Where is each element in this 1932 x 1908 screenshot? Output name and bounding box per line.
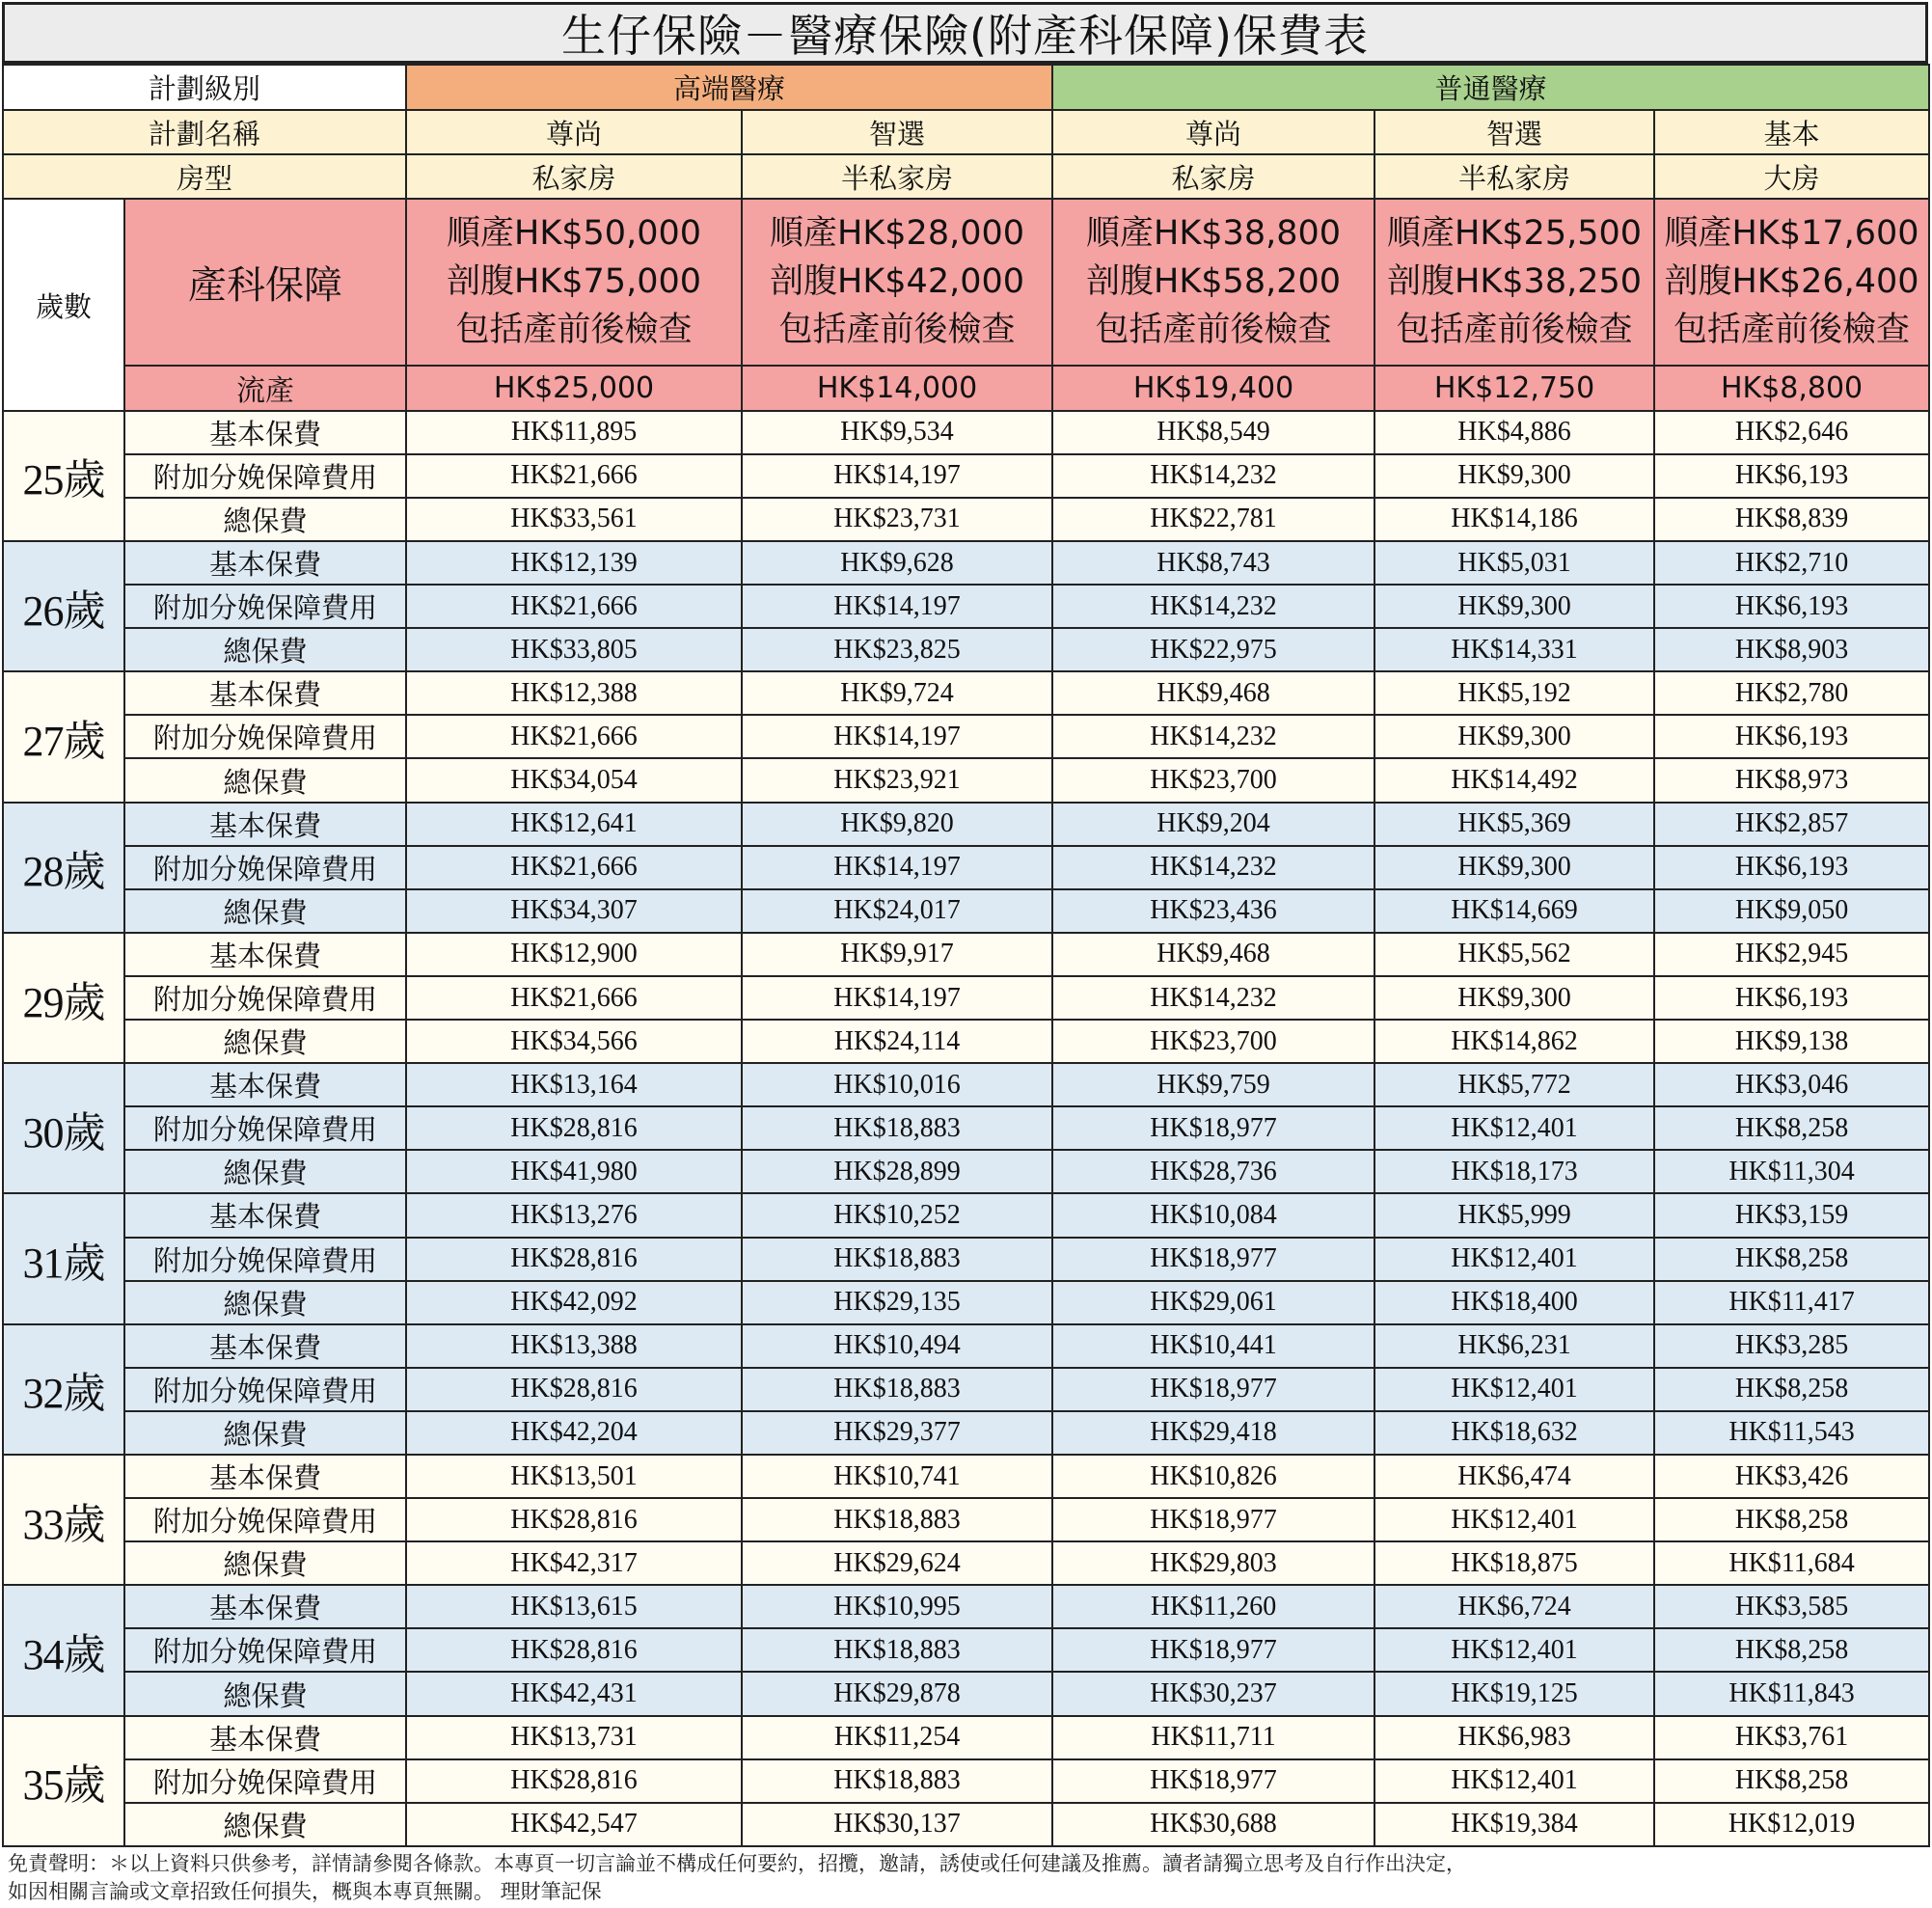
premium-value: HK$21,666 <box>406 976 742 1020</box>
age-header: 歲數 <box>3 199 124 410</box>
premium-value: HK$5,562 <box>1374 933 1654 976</box>
row-label: 基本保費 <box>124 671 406 715</box>
premium-value: HK$5,772 <box>1374 1063 1654 1106</box>
premium-value: HK$18,875 <box>1374 1541 1654 1585</box>
premium-value: HK$18,883 <box>742 1628 1052 1672</box>
disclaimer-line: 免責聲明：＊以上資料只供參考，詳情請參閱各條款。本專頁一切言論並不構成任何要約，招攬，邀請，誘使或任何建議及推薦。讀者請獨立思考及自行作出決定， <box>8 1852 1466 1875</box>
premium-value: HK$18,977 <box>1052 1628 1374 1672</box>
premium-value: HK$9,534 <box>742 411 1052 454</box>
premium-value: HK$6,193 <box>1654 976 1929 1020</box>
c-section-limit: 剖腹HK$58,200 <box>1086 262 1342 302</box>
c-section-limit: 剖腹HK$26,400 <box>1664 262 1919 302</box>
row-label: 總保費 <box>124 1411 406 1455</box>
premium-row <box>3 454 1929 498</box>
normal-delivery-limit: 順產HK$28,000 <box>770 214 1025 254</box>
premium-row <box>3 933 1929 976</box>
premium-value: HK$9,138 <box>1654 1020 1929 1063</box>
premium-value: HK$22,781 <box>1052 498 1374 541</box>
premium-value: HK$9,300 <box>1374 846 1654 889</box>
premium-value: HK$2,646 <box>1654 411 1929 454</box>
age-cell: 30歲 <box>3 1063 124 1193</box>
premium-value: HK$13,164 <box>406 1063 742 1106</box>
row-label: 總保費 <box>124 1150 406 1193</box>
premium-value: HK$5,999 <box>1374 1193 1654 1237</box>
premium-value: HK$11,543 <box>1654 1411 1929 1455</box>
premium-value: HK$14,197 <box>742 585 1052 628</box>
plan-name: 尊尚 <box>406 110 742 154</box>
row-label: 基本保費 <box>124 1193 406 1237</box>
premium-value: HK$2,710 <box>1654 541 1929 585</box>
premium-value: HK$9,628 <box>742 541 1052 585</box>
premium-value: HK$28,816 <box>406 1498 742 1541</box>
normal-delivery-limit: 順產HK$17,600 <box>1664 214 1919 254</box>
plan-name: 尊尚 <box>1052 110 1374 154</box>
maternity-cell <box>406 199 742 365</box>
premium-value: HK$9,468 <box>1052 933 1374 976</box>
premium-value: HK$2,945 <box>1654 933 1929 976</box>
premium-value: HK$21,666 <box>406 715 742 758</box>
age-cell: 33歲 <box>3 1455 124 1585</box>
premium-value: HK$10,084 <box>1052 1193 1374 1237</box>
premium-value: HK$29,377 <box>742 1411 1052 1455</box>
plan-name-label: 計劃名稱 <box>3 110 406 154</box>
maternity-cell <box>742 199 1052 365</box>
premium-value: HK$23,700 <box>1052 1020 1374 1063</box>
premium-value: HK$11,843 <box>1654 1672 1929 1715</box>
premium-value: HK$18,173 <box>1374 1150 1654 1193</box>
age-cell: 34歲 <box>3 1585 124 1715</box>
maternity-cell <box>1654 199 1929 365</box>
premium-value: HK$12,019 <box>1654 1803 1929 1846</box>
page-title: 生仔保險－醫療保險(附產科保障)保費表 <box>2 2 1928 64</box>
premium-row <box>3 1368 1929 1411</box>
premium-value: HK$10,741 <box>742 1455 1052 1498</box>
premium-row <box>3 498 1929 541</box>
premium-value: HK$18,632 <box>1374 1411 1654 1455</box>
premium-value: HK$34,566 <box>406 1020 742 1063</box>
premium-value: HK$18,883 <box>742 1759 1052 1803</box>
premium-row <box>3 976 1929 1020</box>
maternity-cell <box>1374 199 1654 365</box>
row-label: 附加分娩保障費用 <box>124 1238 406 1281</box>
row-label: 附加分娩保障費用 <box>124 1759 406 1803</box>
premium-value: HK$3,585 <box>1654 1585 1929 1628</box>
row-label: 附加分娩保障費用 <box>124 846 406 889</box>
row-label: 附加分娩保障費用 <box>124 976 406 1020</box>
premium-value: HK$42,431 <box>406 1672 742 1715</box>
premium-value: HK$8,258 <box>1654 1759 1929 1803</box>
premium-row <box>3 1498 1929 1541</box>
premium-value: HK$21,666 <box>406 585 742 628</box>
premium-value: HK$6,193 <box>1654 454 1929 498</box>
row-label: 基本保費 <box>124 1324 406 1368</box>
premium-row <box>3 1803 1929 1846</box>
premium-value: HK$11,304 <box>1654 1150 1929 1193</box>
premium-value: HK$11,417 <box>1654 1281 1929 1324</box>
premium-row <box>3 1541 1929 1585</box>
plan-level-label: 計劃級別 <box>3 65 406 110</box>
premium-row <box>3 1020 1929 1063</box>
premium-value: HK$34,307 <box>406 889 742 933</box>
premium-value: HK$28,816 <box>406 1368 742 1411</box>
premium-value: HK$22,975 <box>1052 628 1374 671</box>
premium-row <box>3 1063 1929 1106</box>
disclaimer-line: 如因相關言論或文章招致任何損失，概與本專頁無關。 理財筆記保 <box>8 1880 602 1903</box>
premium-value: HK$12,401 <box>1374 1759 1654 1803</box>
premium-row <box>3 1716 1929 1759</box>
premium-value: HK$9,300 <box>1374 585 1654 628</box>
plan-name: 基本 <box>1654 110 1929 154</box>
age-cell: 35歲 <box>3 1716 124 1846</box>
c-section-limit: 剖腹HK$75,000 <box>447 262 702 302</box>
premium-value: HK$10,016 <box>742 1063 1052 1106</box>
premium-row <box>3 889 1929 933</box>
premium-value: HK$8,258 <box>1654 1628 1929 1672</box>
premium-value: HK$13,615 <box>406 1585 742 1628</box>
premium-row <box>3 758 1929 802</box>
row-label: 基本保費 <box>124 1455 406 1498</box>
premium-value: HK$8,258 <box>1654 1368 1929 1411</box>
premium-value: HK$29,418 <box>1052 1411 1374 1455</box>
premium-value: HK$29,803 <box>1052 1541 1374 1585</box>
normal-delivery-limit: 順產HK$38,800 <box>1086 214 1342 254</box>
premium-value: HK$9,468 <box>1052 671 1374 715</box>
premium-value: HK$11,260 <box>1052 1585 1374 1628</box>
premium-value: HK$8,743 <box>1052 541 1374 585</box>
premium-value: HK$24,017 <box>742 889 1052 933</box>
premium-row <box>3 1585 1929 1628</box>
premium-value: HK$29,878 <box>742 1672 1052 1715</box>
miscarriage-row <box>3 366 1929 411</box>
premium-value: HK$8,258 <box>1654 1106 1929 1150</box>
premium-value: HK$18,883 <box>742 1368 1052 1411</box>
row-label: 基本保費 <box>124 541 406 585</box>
premium-value: HK$24,114 <box>742 1020 1052 1063</box>
row-label: 基本保費 <box>124 1063 406 1106</box>
premium-row <box>3 541 1929 585</box>
age-cell: 27歲 <box>3 671 124 802</box>
premium-value: HK$8,258 <box>1654 1238 1929 1281</box>
premium-value: HK$14,232 <box>1052 976 1374 1020</box>
row-label: 附加分娩保障費用 <box>124 585 406 628</box>
premium-value: HK$12,401 <box>1374 1628 1654 1672</box>
premium-value: HK$9,300 <box>1374 454 1654 498</box>
premium-value: HK$14,331 <box>1374 628 1654 671</box>
c-section-limit: 剖腹HK$42,000 <box>770 262 1025 302</box>
premium-value: HK$18,977 <box>1052 1106 1374 1150</box>
premium-value: HK$8,839 <box>1654 498 1929 541</box>
checkup-note: 包括產前後檢查 <box>778 311 1016 350</box>
premium-value: HK$11,711 <box>1052 1716 1374 1759</box>
premium-value: HK$13,501 <box>406 1455 742 1498</box>
premium-value: HK$30,237 <box>1052 1672 1374 1715</box>
row-label: 總保費 <box>124 889 406 933</box>
premium-value: HK$4,886 <box>1374 411 1654 454</box>
age-cell: 28歲 <box>3 803 124 933</box>
premium-value: HK$29,624 <box>742 1541 1052 1585</box>
miscarriage-value: HK$19,400 <box>1052 366 1374 411</box>
premium-value: HK$42,317 <box>406 1541 742 1585</box>
premium-value: HK$23,700 <box>1052 758 1374 802</box>
premium-value: HK$28,816 <box>406 1238 742 1281</box>
premium-value: HK$6,983 <box>1374 1716 1654 1759</box>
row-label: 基本保費 <box>124 1585 406 1628</box>
premium-value: HK$3,761 <box>1654 1716 1929 1759</box>
premium-value: HK$23,921 <box>742 758 1052 802</box>
maternity-label: 產科保障 <box>124 199 406 365</box>
room-type: 半私家房 <box>742 154 1052 199</box>
premium-value: HK$12,401 <box>1374 1106 1654 1150</box>
premium-value: HK$33,805 <box>406 628 742 671</box>
premium-value: HK$10,494 <box>742 1324 1052 1368</box>
premium-value: HK$9,917 <box>742 933 1052 976</box>
premium-table <box>2 64 1930 1847</box>
premium-value: HK$13,276 <box>406 1193 742 1237</box>
premium-value: HK$12,388 <box>406 671 742 715</box>
premium-row <box>3 1672 1929 1715</box>
premium-row <box>3 1150 1929 1193</box>
premium-row <box>3 803 1929 846</box>
premium-value: HK$12,641 <box>406 803 742 846</box>
premium-value: HK$18,400 <box>1374 1281 1654 1324</box>
room-type: 大房 <box>1654 154 1929 199</box>
premium-row <box>3 411 1929 454</box>
row-label: 基本保費 <box>124 803 406 846</box>
row-label: 總保費 <box>124 628 406 671</box>
premium-value: HK$6,193 <box>1654 585 1929 628</box>
level-high-end: 高端醫療 <box>406 65 1052 110</box>
premium-value: HK$19,384 <box>1374 1803 1654 1846</box>
premium-value: HK$14,186 <box>1374 498 1654 541</box>
premium-value: HK$14,232 <box>1052 585 1374 628</box>
row-label: 附加分娩保障費用 <box>124 454 406 498</box>
row-label: 附加分娩保障費用 <box>124 1628 406 1672</box>
premium-value: HK$5,031 <box>1374 541 1654 585</box>
normal-delivery-limit: 順產HK$25,500 <box>1387 214 1643 254</box>
premium-value: HK$2,857 <box>1654 803 1929 846</box>
premium-value: HK$8,549 <box>1052 411 1374 454</box>
premium-value: HK$28,816 <box>406 1106 742 1150</box>
premium-value: HK$10,441 <box>1052 1324 1374 1368</box>
row-label: 附加分娩保障費用 <box>124 1368 406 1411</box>
premium-value: HK$21,666 <box>406 454 742 498</box>
premium-value: HK$11,254 <box>742 1716 1052 1759</box>
premium-value: HK$18,883 <box>742 1498 1052 1541</box>
premium-value: HK$30,137 <box>742 1803 1052 1846</box>
premium-row <box>3 1628 1929 1672</box>
premium-value: HK$19,125 <box>1374 1672 1654 1715</box>
premium-row <box>3 1411 1929 1455</box>
room-type: 半私家房 <box>1374 154 1654 199</box>
premium-value: HK$6,474 <box>1374 1455 1654 1498</box>
level-ordinary: 普通醫療 <box>1052 65 1929 110</box>
premium-value: HK$28,816 <box>406 1628 742 1672</box>
premium-value: HK$13,388 <box>406 1324 742 1368</box>
premium-value: HK$12,401 <box>1374 1368 1654 1411</box>
premium-value: HK$12,139 <box>406 541 742 585</box>
row-label: 總保費 <box>124 1020 406 1063</box>
plan-name: 智選 <box>1374 110 1654 154</box>
premium-value: HK$18,977 <box>1052 1238 1374 1281</box>
premium-row <box>3 1759 1929 1803</box>
premium-value: HK$23,731 <box>742 498 1052 541</box>
premium-value: HK$9,759 <box>1052 1063 1374 1106</box>
room-type: 私家房 <box>1052 154 1374 199</box>
premium-value: HK$23,825 <box>742 628 1052 671</box>
premium-value: HK$29,061 <box>1052 1281 1374 1324</box>
premium-value: HK$9,050 <box>1654 889 1929 933</box>
row-label: 總保費 <box>124 1803 406 1846</box>
checkup-note: 包括產前後檢查 <box>455 311 693 350</box>
premium-row <box>3 585 1929 628</box>
premium-value: HK$6,724 <box>1374 1585 1654 1628</box>
plan-name-row <box>3 110 1929 154</box>
row-label: 總保費 <box>124 1672 406 1715</box>
premium-row <box>3 1281 1929 1324</box>
row-label: 總保費 <box>124 1281 406 1324</box>
premium-value: HK$23,436 <box>1052 889 1374 933</box>
maternity-cell <box>1052 199 1374 365</box>
premium-row <box>3 1193 1929 1237</box>
premium-value: HK$8,903 <box>1654 628 1929 671</box>
row-label: 附加分娩保障費用 <box>124 1106 406 1150</box>
checkup-note: 包括產前後檢查 <box>1673 311 1911 350</box>
premium-value: HK$14,197 <box>742 976 1052 1020</box>
premium-value: HK$14,492 <box>1374 758 1654 802</box>
premium-value: HK$11,895 <box>406 411 742 454</box>
premium-row <box>3 1324 1929 1368</box>
age-cell: 31歲 <box>3 1193 124 1323</box>
checkup-note: 包括產前後檢查 <box>1396 311 1633 350</box>
premium-value: HK$3,159 <box>1654 1193 1929 1237</box>
premium-value: HK$30,688 <box>1052 1803 1374 1846</box>
miscarriage-value: HK$14,000 <box>742 366 1052 411</box>
premium-value: HK$8,258 <box>1654 1498 1929 1541</box>
miscarriage-value: HK$25,000 <box>406 366 742 411</box>
premium-value: HK$18,977 <box>1052 1498 1374 1541</box>
premium-row <box>3 1238 1929 1281</box>
row-label: 總保費 <box>124 758 406 802</box>
miscarriage-value: HK$8,800 <box>1654 366 1929 411</box>
premium-value: HK$12,900 <box>406 933 742 976</box>
premium-value: HK$3,426 <box>1654 1455 1929 1498</box>
row-label: 總保費 <box>124 498 406 541</box>
normal-delivery-limit: 順產HK$50,000 <box>447 214 702 254</box>
premium-value: HK$6,231 <box>1374 1324 1654 1368</box>
maternity-row <box>3 199 1929 365</box>
premium-value: HK$3,285 <box>1654 1324 1929 1368</box>
premium-value: HK$33,561 <box>406 498 742 541</box>
premium-value: HK$11,684 <box>1654 1541 1929 1585</box>
c-section-limit: 剖腹HK$38,250 <box>1387 262 1643 302</box>
premium-value: HK$9,204 <box>1052 803 1374 846</box>
age-cell: 29歲 <box>3 933 124 1063</box>
premium-row <box>3 715 1929 758</box>
premium-value: HK$12,401 <box>1374 1238 1654 1281</box>
premium-value: HK$14,232 <box>1052 454 1374 498</box>
premium-value: HK$18,883 <box>742 1106 1052 1150</box>
checkup-note: 包括產前後檢查 <box>1095 311 1332 350</box>
age-cell: 25歲 <box>3 411 124 541</box>
premium-value: HK$5,369 <box>1374 803 1654 846</box>
plan-level-row <box>3 65 1929 110</box>
premium-value: HK$14,862 <box>1374 1020 1654 1063</box>
premium-value: HK$9,300 <box>1374 976 1654 1020</box>
premium-row <box>3 846 1929 889</box>
premium-value: HK$18,977 <box>1052 1368 1374 1411</box>
premium-value: HK$41,980 <box>406 1150 742 1193</box>
premium-value: HK$14,232 <box>1052 715 1374 758</box>
premium-value: HK$18,977 <box>1052 1759 1374 1803</box>
row-label: 附加分娩保障費用 <box>124 715 406 758</box>
miscarriage-label: 流產 <box>124 366 406 411</box>
premium-value: HK$28,899 <box>742 1150 1052 1193</box>
premium-value: HK$14,232 <box>1052 846 1374 889</box>
premium-value: HK$42,204 <box>406 1411 742 1455</box>
premium-value: HK$3,046 <box>1654 1063 1929 1106</box>
premium-value: HK$14,197 <box>742 715 1052 758</box>
premium-value: HK$28,816 <box>406 1759 742 1803</box>
premium-value: HK$6,193 <box>1654 846 1929 889</box>
premium-value: HK$10,995 <box>742 1585 1052 1628</box>
premium-value: HK$2,780 <box>1654 671 1929 715</box>
premium-value: HK$5,192 <box>1374 671 1654 715</box>
premium-value: HK$42,547 <box>406 1803 742 1846</box>
premium-row <box>3 1455 1929 1498</box>
premium-value: HK$14,197 <box>742 846 1052 889</box>
premium-value: HK$14,197 <box>742 454 1052 498</box>
premium-value: HK$14,669 <box>1374 889 1654 933</box>
premium-row <box>3 671 1929 715</box>
room-type-label: 房型 <box>3 154 406 199</box>
premium-value: HK$10,826 <box>1052 1455 1374 1498</box>
disclaimer <box>8 1850 1927 1906</box>
premium-row <box>3 1106 1929 1150</box>
row-label: 總保費 <box>124 1541 406 1585</box>
premium-value: HK$42,092 <box>406 1281 742 1324</box>
premium-value: HK$8,973 <box>1654 758 1929 802</box>
premium-value: HK$34,054 <box>406 758 742 802</box>
premium-value: HK$18,883 <box>742 1238 1052 1281</box>
premium-value: HK$29,135 <box>742 1281 1052 1324</box>
premium-value: HK$21,666 <box>406 846 742 889</box>
age-cell: 26歲 <box>3 541 124 671</box>
premium-value: HK$13,731 <box>406 1716 742 1759</box>
row-label: 基本保費 <box>124 933 406 976</box>
row-label: 基本保費 <box>124 411 406 454</box>
premium-value: HK$9,820 <box>742 803 1052 846</box>
premium-value: HK$28,736 <box>1052 1150 1374 1193</box>
premium-row <box>3 628 1929 671</box>
room-type: 私家房 <box>406 154 742 199</box>
premium-value: HK$10,252 <box>742 1193 1052 1237</box>
premium-value: HK$12,401 <box>1374 1498 1654 1541</box>
miscarriage-value: HK$12,750 <box>1374 366 1654 411</box>
plan-name: 智選 <box>742 110 1052 154</box>
premium-value: HK$6,193 <box>1654 715 1929 758</box>
row-label: 附加分娩保障費用 <box>124 1498 406 1541</box>
premium-value: HK$9,300 <box>1374 715 1654 758</box>
premium-value: HK$9,724 <box>742 671 1052 715</box>
age-cell: 32歲 <box>3 1324 124 1455</box>
row-label: 基本保費 <box>124 1716 406 1759</box>
room-type-row <box>3 154 1929 199</box>
